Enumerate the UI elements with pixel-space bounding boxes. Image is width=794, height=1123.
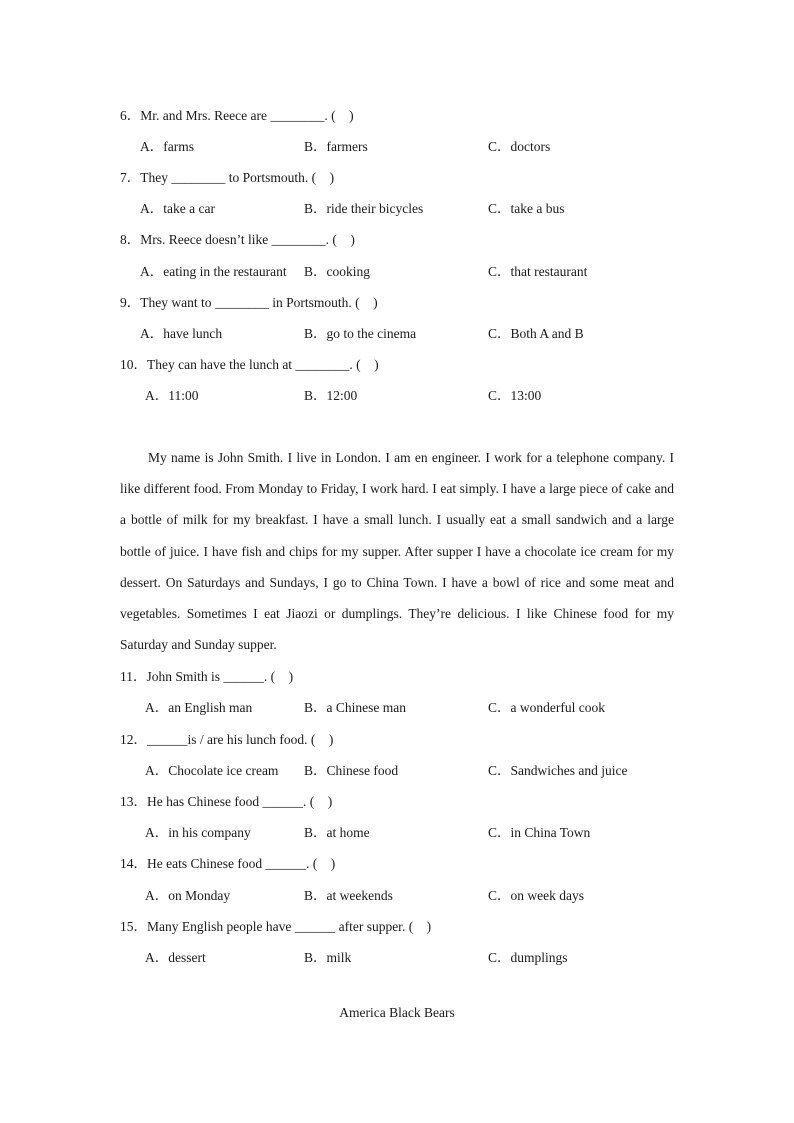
section-title: America Black Bears [339,1005,455,1020]
question-11-options [120,696,680,716]
reading-passage: My name is John Smith. I live in London. I am en engineer. I work for a telephone company. I like different food. From Monday to Friday, I work hard. I eat simply. I have a large piece of cake and a bottle of milk for my breakfast. I have a small lunch. I usually eat a small sandwich and a large bottle of juice. I have fish and chips for my supper. After supper I have a chocolate ice cream for my dessert. On Saturdays and Sundays, I go to China Town. I have a bowl of rice and some meat and vegetables. Sometimes I eat Jiaozi or dumplings. They’re delicious. I like Chinese food for my Saturday and Sunday supper. [120,450,674,653]
question-8: 8．Mrs. Reece doesn’t like ________. ( ) [120,232,355,247]
option-c: C．in China Town [488,825,591,840]
question-12: 12．______is / are his lunch food. ( ) [120,732,334,747]
question-11: 11．John Smith is ______. ( ) [120,669,294,684]
question-7-options [120,197,680,217]
option-c: C．dumplings [488,950,568,965]
option-c: C．that restaurant [488,264,588,279]
option-b: B．ride their bicycles [304,201,424,216]
option-a: A．farms [140,139,194,154]
option-a: A．Chocolate ice cream [145,763,279,778]
option-a: A．an English man [145,700,253,715]
option-a: A．eating in the restaurant [140,264,287,279]
option-a: A．11:00 [145,388,199,403]
question-13: 13．He has Chinese food ______. ( ) [120,794,333,809]
question-15: 15．Many English people have ______ after supper. ( ) [120,919,432,934]
question-15-options [120,946,680,966]
option-b: B．at weekends [304,888,393,903]
option-c: C．Sandwiches and juice [488,763,628,778]
option-c: C．a wonderful cook [488,700,605,715]
option-b: B．farmers [304,139,368,154]
question-6-options [120,135,680,155]
question-9-options [120,322,680,342]
question-12-options [120,759,680,779]
question-6: 6．Mr. and Mrs. Reece are ________. ( ) [120,108,354,123]
option-a: A．take a car [140,201,215,216]
question-13-options [120,821,680,841]
option-b: B．milk [304,950,352,965]
option-b: B．at home [304,825,370,840]
question-8-options [120,260,680,280]
question-9: 9．They want to ________ in Portsmouth. ( ) [120,295,378,310]
option-a: A．on Monday [145,888,231,903]
option-b: B．a Chinese man [304,700,406,715]
question-10: 10．They can have the lunch at ________. ( ) [120,357,379,372]
question-14: 14．He eats Chinese food ______. ( ) [120,856,336,871]
option-c: C．13:00 [488,388,542,403]
option-c: C．on week days [488,888,584,903]
question-7: 7．They ________ to Portsmouth. ( ) [120,170,335,185]
option-b: B．Chinese food [304,763,399,778]
option-a: A．in his company [145,825,251,840]
option-a: A．have lunch [140,326,223,341]
question-14-options [120,884,680,904]
question-10-options [120,384,680,404]
option-a: A．dessert [145,950,206,965]
option-b: B．12:00 [304,388,358,403]
option-b: B．go to the cinema [304,326,417,341]
option-c: C．Both A and B [488,326,584,341]
option-b: B．cooking [304,264,370,279]
option-c: C．take a bus [488,201,565,216]
option-c: C．doctors [488,139,551,154]
